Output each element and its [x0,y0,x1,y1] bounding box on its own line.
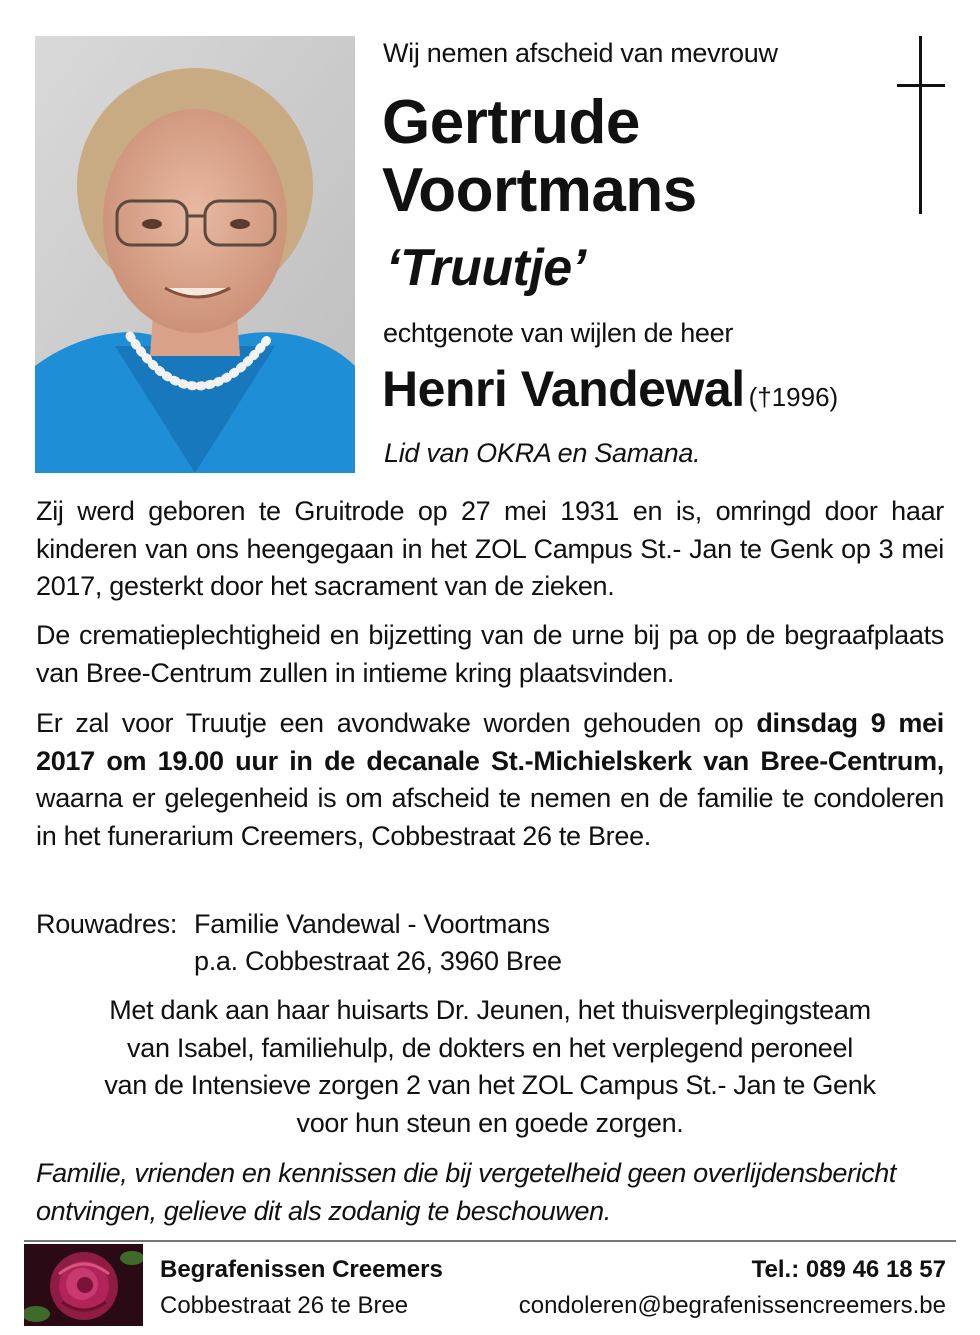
spouse-death-year: (†1996) [748,382,839,412]
wake-details: waarna er gelegenheid is om afscheid te nemen en de familie te condoleren in het funerarium Creemers, Cobbestraat 26 te Bree. [36,783,944,851]
deceased-nickname: ‘Truutje’ [386,239,586,297]
mourning-address-line1: Familie Vandewal - Voortmans [194,909,550,939]
notice-paragraph [36,1155,966,1230]
portrait-photo [35,36,355,473]
intro-text: Wij nemen afscheid van mevrouw [383,38,778,68]
notice-line: ontvingen, gelieve dit als zodanig te beschouwen. [36,1195,611,1226]
deceased-last-name: Voortmans [382,156,697,225]
birth-death-paragraph: Zij werd geboren te Gruitrode op 27 mei 1931 en is, omringd door haar kinderen van ons heengegaan in het ZOL Campus St.- Jan te Genk op 3 mei 2017, gesterkt door het sacrament van de zieken. [36,496,944,601]
wake-paragraph [36,705,944,855]
deceased-first-name: Gertrude [382,88,640,157]
rose-logo [24,1244,143,1326]
spouse-line [382,360,838,418]
wake-intro: Er zal voor Truutje een avondwake worden gehouden op [36,708,757,738]
thanks-line: van de Intensieve zorgen 2 van het ZOL Campus St.- Jan te Genk [104,1070,876,1100]
wake-date-location: dinsdag 9 mei 2017 om 19.00 uur in de decanale St.-Michielskerk van Bree-Centrum, [36,708,944,776]
cross-icon [897,36,945,214]
notice-line: Familie, vrienden en kennissen die bij vergetelheid geen overlijdensbericht [36,1158,897,1188]
thanks-line: Met dank aan haar huisarts Dr. Jeunen, het thuisverplegingsteam [109,995,871,1025]
mourning-address-label: Rouwadres: [36,909,178,939]
membership-text: Lid van OKRA en Samana. [384,438,701,468]
funeral-home-address: Cobbestraat 26 te Bree [160,1292,409,1319]
funeral-home-phone: Tel.: 089 46 18 57 [751,1256,946,1283]
rose-icon [24,1244,143,1326]
thanks-paragraph [36,992,944,1142]
thanks-line: van Isabel, familiehulp, de dokters en het verplegend peroneel [127,1032,853,1063]
funeral-home-name: Begrafenissen Creemers [160,1256,443,1283]
cremation-paragraph: De crematieplechtigheid en bijzetting van de urne bij pa op de begraafplaats van Bree-Centrum zullen in intieme kring plaatsvinden. [36,620,944,688]
spouse-intro-text: echtgenote van wijlen de heer [383,318,734,348]
mourning-address-line2: p.a. Cobbestraat 26, 3960 Bree [194,946,562,976]
thanks-line: voor hun steun en goede zorgen. [296,1107,684,1138]
portrait-illustration [35,36,355,473]
spouse-name: Henri Vandewal [382,361,745,417]
footer-divider [24,1240,956,1242]
funeral-home-email[interactable]: condoleren@begrafenissencreemers.be [518,1292,946,1319]
